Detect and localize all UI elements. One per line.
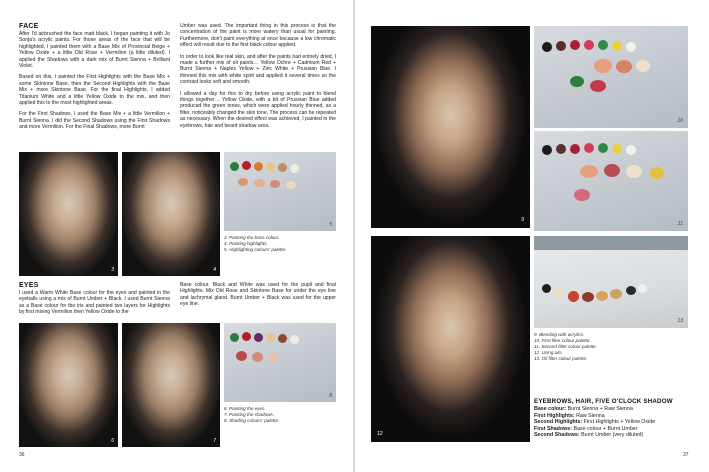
photo-background-strip <box>534 236 688 250</box>
photo-number: 5 <box>329 222 332 228</box>
eyebrows-list <box>534 406 694 439</box>
paint-blob <box>594 59 612 73</box>
paint-blob <box>230 162 239 171</box>
row-label: First Shadows: <box>534 425 572 432</box>
photo-number: 9 <box>521 217 524 223</box>
captions-b <box>224 406 336 424</box>
captions-a <box>224 235 336 253</box>
photo-number: 4 <box>213 267 216 273</box>
paint-blob <box>650 167 664 179</box>
photo-number: 3 <box>111 267 114 273</box>
eyes-paragraph-1: I used a Warm White Base colour for the eyes and painted in the eyeballs using a mix of Burnt Umber + Black. I used Burnt Sienna as a Base colour for the iris and painted two layers for Highlights by first mixing Vermilion then Yellow Oxide to the <box>19 290 170 316</box>
paint-blob <box>580 165 598 178</box>
page-number-left: 36 <box>19 452 25 458</box>
caption-9: 9. Blending with acrylics. <box>534 332 585 337</box>
eyebrows-row-second-shadows <box>534 432 694 439</box>
photo-number: 7 <box>213 438 216 444</box>
row-label: Second Shadows: <box>534 432 580 439</box>
paint-blob <box>556 144 566 154</box>
paint-blob <box>254 333 263 342</box>
paint-blob <box>242 332 251 341</box>
paint-blob <box>236 351 247 361</box>
bust-photo-12 <box>371 236 530 442</box>
face-paragraph-2: Based on this, I painted the First Highlights with the Base Mix + some Skintone Base, then the Second Highlights with the Base Mix + more Skintone Base. For the final Highlights, I added Titanium White and a little Yellow Oxide to the mix, and then applied this to the most highlighted areas. <box>19 74 170 107</box>
paint-blob <box>570 76 584 87</box>
paint-blob <box>626 165 642 178</box>
row-label: Second Highlights: <box>534 419 583 426</box>
paint-blob <box>574 189 590 201</box>
paint-blob <box>254 162 263 171</box>
paint-blob <box>612 41 622 51</box>
bust-photo-7 <box>122 323 220 447</box>
row-value: Raw Sienna <box>576 412 605 419</box>
paint-blob <box>286 181 296 189</box>
col2-paragraph-3: I allowed a day for this to dry before using acrylic paint to blend things together… Yellow Oxide, with a bit of Prussian Blue added produced the green tones, which were applied hourly thinned, as a filter, noticeably changed the skin tone. The process can be repeated as necessary. When the desired effect was achieved, I painted in the eyebrows, hair and beard shadow area. <box>180 90 336 129</box>
paint-blob <box>598 143 608 153</box>
row-value: Burnt Sienna + Raw Sienna <box>567 406 633 412</box>
paint-blob <box>582 292 594 302</box>
paint-blob <box>254 179 265 187</box>
caption-7: 7. Painting the shadows. <box>224 412 275 417</box>
palette-photo-5 <box>224 152 336 231</box>
paint-blob <box>542 284 551 293</box>
eyes-heading: EYES <box>19 282 39 289</box>
paint-blob <box>626 42 636 52</box>
col2-paragraph-2: In order to look like real skin, and after the paints had entirely dried, I made a further mix of oil paints… Yellow Ochre + Cadmium Red + Burnt Sienna + Naples Yellow + Zinc White + Prussian Blue. I thinned this mix with white spirit and applied it several times so the contrast looks soft and smooth. <box>180 53 336 86</box>
caption-3: 3. Painting the base colour. <box>224 235 280 240</box>
photo-number: 6 <box>111 438 114 444</box>
paint-blob <box>290 164 299 173</box>
row-value: Burnt Umber (very diluted) <box>581 432 644 439</box>
paint-blob <box>266 333 275 342</box>
paint-blob <box>568 291 579 302</box>
paint-blob <box>556 41 566 51</box>
caption-5: 5. Highlighting colours' palette. <box>224 247 287 252</box>
paint-blob <box>638 284 647 293</box>
caption-11: 11. Second filter colour palette. <box>534 344 597 349</box>
face-text-column-2 <box>180 23 336 134</box>
eyebrows-row-first-shadows <box>534 426 694 433</box>
paint-blob <box>598 40 608 50</box>
palette-photo-8 <box>224 323 336 402</box>
palette-photo-11 <box>534 131 688 231</box>
caption-12: 12. Using oils. <box>534 350 563 355</box>
paint-blob <box>268 353 278 362</box>
paint-blob <box>266 162 275 171</box>
photo-number: 12 <box>377 431 383 437</box>
eyebrows-row-first-highlights <box>534 413 694 420</box>
photo-number: 8 <box>329 393 332 399</box>
row-label: Base colour: <box>534 406 567 412</box>
palette-photo-10 <box>534 26 688 128</box>
paint-blob <box>590 80 606 92</box>
paint-blob <box>554 288 564 298</box>
eyebrows-row-second-highlights <box>534 419 694 426</box>
page-number-right: 37 <box>683 452 689 458</box>
paint-blob <box>252 352 263 362</box>
paint-blob <box>584 40 594 50</box>
paint-blob <box>570 40 580 50</box>
row-value: First Highlights + Yellow Oxide <box>583 419 656 426</box>
eyebrows-row-base <box>534 406 694 413</box>
paint-blob <box>290 335 299 344</box>
paint-blob <box>270 180 280 188</box>
page-gutter <box>353 0 355 472</box>
paint-blob <box>636 60 650 72</box>
paint-blob <box>610 289 622 299</box>
palette-photo-13 <box>534 236 688 328</box>
paint-blob <box>596 291 608 301</box>
face-text-column <box>19 31 170 136</box>
paint-blob <box>584 143 594 153</box>
col2-paragraph-1: Umber was used. The important thing in this process is that the concentration of the paint is more watery than usual for painting. Furthermore, don't paint everything at once because a low chromatic effect will result due to the first black colour applied. <box>180 23 336 49</box>
paint-blob <box>542 42 552 52</box>
face-paragraph-1: After I'd airbrushed the face matt black, I began painting it with Jo Sonja's acrylic paints. For those areas of the face that will be highlighted, I painted them with a Base Mix of Provincial Beige + Yellow Oxide + a little Old Rose + Vermilion (a little diluted). I applied the Shadows with a dark mix of Burnt Sienna + Brilliant Violet. <box>19 31 170 70</box>
paint-blob <box>238 178 248 186</box>
caption-8: 8. Shading colours' palette. <box>224 418 280 423</box>
paint-blob <box>612 144 622 154</box>
eyebrows-heading: EYEBROWS, HAIR, FIVE O'CLOCK SHADOW <box>534 398 673 405</box>
eyes-paragraph-2: Base colour. Black and White was used for the pupil and final Highlights. Mix Old Rose and Skintone Base for under the eye line and lachrymal gland. Burnt Umber + Black was used for the upper eye line. <box>180 282 336 308</box>
row-label: First Highlights: <box>534 412 575 419</box>
bust-photo-4 <box>122 152 220 276</box>
caption-4: 4. Painting highlights. <box>224 241 268 246</box>
photo-number: 13 <box>677 318 683 324</box>
face-paragraph-3: For the First Shadows, I used the Base Mix + a little Vermilion + Burnt Sienna. I did the Second Shadows using the First Shadows and more Vermilion. For the Final Shadows, more Burnt <box>19 111 170 131</box>
paint-blob <box>626 145 636 155</box>
paint-blob <box>278 334 287 343</box>
paint-blob <box>570 144 580 154</box>
face-heading: FACE <box>19 23 39 30</box>
caption-13: 13. Oil filter colour palette. <box>534 356 588 361</box>
paint-blob <box>242 161 251 170</box>
paint-blob <box>626 286 636 295</box>
paint-blob <box>542 145 552 155</box>
bust-photo-9 <box>371 26 530 228</box>
caption-10: 10. First filter colour palette. <box>534 338 591 343</box>
row-value: Base colour + Burnt Umber <box>573 425 638 432</box>
bust-photo-6 <box>19 323 118 447</box>
paint-blob <box>616 60 632 73</box>
captions-right <box>534 332 688 362</box>
photo-number: 11 <box>677 221 683 227</box>
caption-6: 6. Painting the eyes. <box>224 406 266 411</box>
paint-blob <box>604 164 620 177</box>
bust-photo-3 <box>19 152 118 276</box>
photo-number: 10 <box>677 118 683 124</box>
paint-blob <box>278 163 287 172</box>
paint-blob <box>230 333 239 342</box>
